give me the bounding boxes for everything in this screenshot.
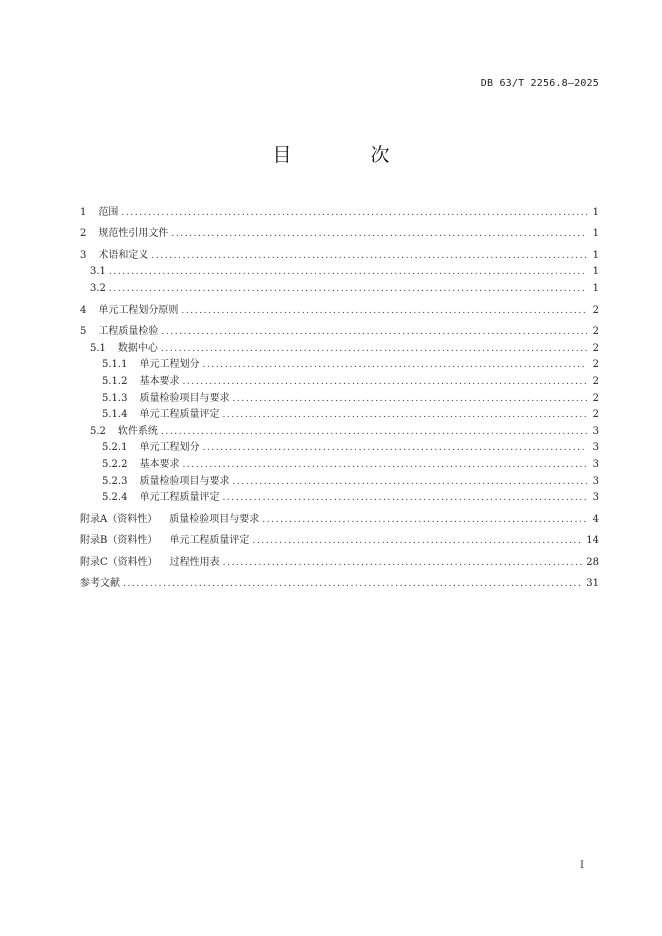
toc-entry-label (80, 536, 249, 546)
toc-entry-number: 5.2.2 (102, 458, 128, 470)
toc-entry-title: 基本要求 (139, 458, 180, 470)
toc-entry-label (90, 267, 106, 277)
toc-entry-number: 附录C（资料性） (80, 556, 158, 568)
toc-entry-number: 5.1.3 (102, 392, 128, 404)
toc-entry[interactable] (80, 551, 599, 568)
toc-dot-leader (252, 537, 582, 546)
toc-entry-label (80, 208, 118, 218)
toc-dot-leader (232, 478, 587, 487)
toc-entry-number: 5.1.4 (102, 409, 128, 421)
toc-entry-title: 范围 (98, 206, 119, 218)
toc-entry[interactable] (80, 573, 599, 590)
toc-entry-page: 3 (592, 458, 599, 470)
toc-entry-page: 3 (592, 442, 599, 454)
toc-entry-label (80, 229, 168, 239)
toc-dot-leader (109, 268, 587, 277)
toc-entry[interactable] (80, 354, 599, 371)
standard-code: DB 63/T 2256.8—2025 (480, 78, 599, 89)
toc-entry-page: 3 (592, 475, 599, 487)
toc-entry[interactable] (80, 337, 599, 354)
toc-entry[interactable] (80, 321, 599, 338)
toc-entry-page: 1 (592, 282, 599, 294)
toc-entry-title: 单元工程划分 (139, 442, 200, 454)
toc-entry-number: 5.2 (90, 425, 106, 437)
toc-entry-page: 1 (592, 228, 599, 240)
toc-entry-number: 5.2.4 (102, 492, 128, 504)
toc-entry-title: 单元工程质量评定 (169, 535, 250, 547)
toc-entry-number: 3.1 (90, 266, 106, 278)
toc-entry-title: 单元工程质量评定 (139, 409, 220, 421)
toc-entry-label (102, 394, 229, 404)
toc-dot-leader (171, 230, 587, 239)
toc-entry-page: 2 (592, 304, 599, 316)
toc-entry-title: 基本要求 (139, 375, 180, 387)
toc-entry[interactable] (80, 223, 599, 240)
page-title: 目 次 (272, 144, 420, 166)
toc-entry-number: 5 (80, 326, 87, 338)
toc-entry[interactable] (80, 453, 599, 470)
toc-dot-leader (109, 285, 587, 294)
toc-entry-label (102, 493, 219, 503)
toc-entry-number: 参考文献 (80, 578, 120, 590)
toc-entry-page: 1 (592, 266, 599, 278)
toc-entry-page: 3 (592, 492, 599, 504)
toc-dot-leader (123, 580, 582, 589)
toc-entry-number: 1 (80, 206, 87, 218)
toc-entry-label (102, 443, 199, 453)
toc-entry[interactable] (80, 299, 599, 316)
toc-dot-leader (232, 395, 587, 404)
toc-entry-page: 1 (592, 249, 599, 261)
toc-entry-label (80, 579, 120, 589)
toc-entry-title: 质量检验项目与要求 (139, 392, 230, 404)
toc-dot-leader (161, 345, 587, 354)
toc-entry-label (102, 410, 219, 420)
toc-entry-title: 单元工程划分 (139, 359, 200, 371)
toc-entry-title: 软件系统 (117, 425, 158, 437)
toc-dot-leader (182, 461, 587, 470)
toc-entry-label (102, 477, 229, 487)
toc-dot-leader (182, 378, 587, 387)
toc-dot-leader (161, 428, 587, 437)
toc-entry-label (90, 427, 158, 437)
toc-entry-title: 术语和定义 (98, 249, 149, 261)
toc-entry-page: 2 (592, 409, 599, 421)
toc-dot-leader (222, 494, 587, 503)
toc-entry-page: 2 (592, 375, 599, 387)
toc-entry-number: 附录A（资料性） (80, 513, 158, 525)
toc-entry-label (80, 306, 178, 316)
toc-entry-label (80, 515, 259, 525)
toc-entry[interactable] (80, 508, 599, 525)
toc-entry-number: 2 (80, 228, 87, 240)
toc-entry[interactable] (80, 487, 599, 504)
toc-entry-title: 单元工程划分原则 (98, 304, 179, 316)
toc-entry-page: 1 (592, 206, 599, 218)
toc-entry-page: 28 (586, 556, 599, 568)
toc-entry-label (80, 327, 158, 337)
toc-entry-number: 5.2.1 (102, 442, 128, 454)
toc-entry-number: 4 (80, 304, 87, 316)
toc-entry-label (90, 284, 106, 294)
toc-entry-page: 2 (592, 326, 599, 338)
toc-dot-leader (121, 209, 587, 218)
toc-entry-label (90, 344, 158, 354)
toc-entry[interactable] (80, 244, 599, 261)
toc-entry[interactable] (80, 420, 599, 437)
toc-dot-leader (222, 411, 587, 420)
toc-entry-page: 2 (592, 342, 599, 354)
toc-entry-number: 5.1 (90, 342, 106, 354)
page-number: I (580, 860, 584, 871)
toc-entry-title: 单元工程质量评定 (139, 492, 220, 504)
toc-entry-title: 规范性引用文件 (98, 228, 169, 240)
toc-entry[interactable] (80, 470, 599, 487)
toc-entry-number: 3.2 (90, 282, 106, 294)
toc-entry[interactable] (80, 437, 599, 454)
toc-entry-title: 数据中心 (117, 342, 158, 354)
toc-entry-page: 2 (592, 359, 599, 371)
toc-dot-leader (202, 361, 587, 370)
toc-dot-leader (223, 559, 583, 568)
toc-dot-leader (161, 328, 587, 337)
table-of-contents (80, 201, 599, 589)
toc-entry-label (80, 558, 220, 568)
toc-entry[interactable] (80, 277, 599, 294)
toc-entry-page: 31 (586, 578, 599, 590)
toc-entry[interactable] (80, 387, 599, 404)
toc-entry-title: 质量检验项目与要求 (139, 475, 230, 487)
toc-entry[interactable] (80, 370, 599, 387)
toc-entry-label (80, 251, 148, 261)
toc-dot-leader (151, 252, 587, 261)
toc-entry-number: 附录B（资料性） (80, 535, 158, 547)
toc-dot-leader (262, 516, 587, 525)
toc-entry-page: 14 (586, 535, 599, 547)
toc-entry-number: 5.1.2 (102, 375, 128, 387)
toc-entry-label (102, 360, 199, 370)
toc-entry-title: 质量检验项目与要求 (169, 513, 260, 525)
toc-dot-leader (181, 307, 587, 316)
toc-entry-number: 5.1.1 (102, 359, 128, 371)
toc-entry[interactable] (80, 404, 599, 421)
toc-entry-page: 4 (592, 513, 599, 525)
toc-entry-label (102, 377, 179, 387)
toc-entry[interactable] (80, 261, 599, 278)
toc-dot-leader (202, 444, 587, 453)
toc-entry-label (102, 460, 179, 470)
toc-entry[interactable] (80, 530, 599, 547)
toc-entry-page: 2 (592, 392, 599, 404)
toc-entry-page: 3 (592, 425, 599, 437)
toc-entry[interactable] (80, 201, 599, 218)
toc-entry-title: 工程质量检验 (98, 326, 159, 338)
toc-entry-number: 3 (80, 249, 87, 261)
toc-entry-number: 5.2.3 (102, 475, 128, 487)
toc-entry-title: 过程性用表 (169, 556, 220, 568)
